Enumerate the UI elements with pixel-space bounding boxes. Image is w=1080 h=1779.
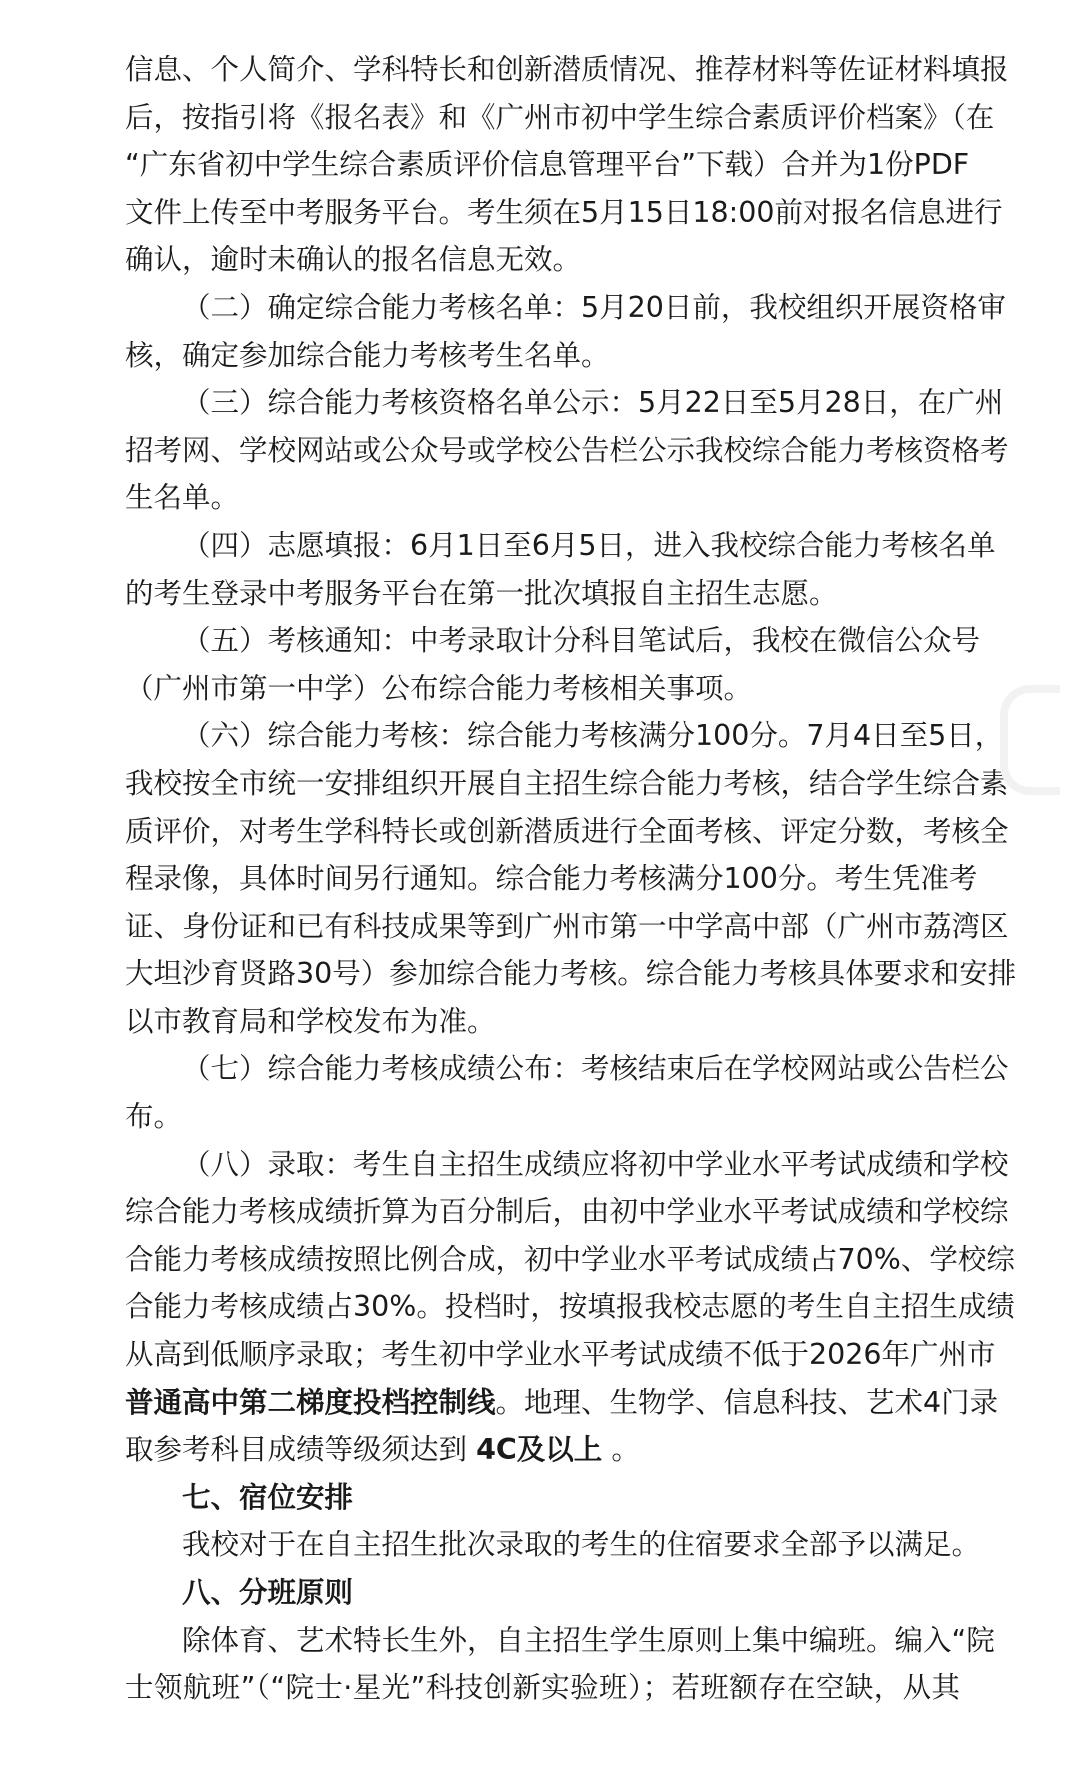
- text-segment: 。地理、生物学、信息科技、艺术4门录: [495, 1385, 999, 1419]
- bold-grade-requirement: 4C及以上: [476, 1433, 603, 1467]
- text-line: 布。: [125, 1100, 183, 1134]
- text-line: 大坦沙育贤路30号）参加综合能力考核。综合能力考核具体要求和安排: [125, 957, 1017, 991]
- text-line: 生名单。: [125, 481, 240, 515]
- text-line: （五）考核通知：中考录取计分科目笔试后，我校在微信公众号: [182, 624, 981, 658]
- text-line: （四）志愿填报：6月1日至6月5日，进入我校综合能力考核名单: [182, 528, 996, 562]
- text-segment: 。: [602, 1433, 640, 1467]
- text-line: （三）综合能力考核资格名单公示：5月22日至5月28日，在广州: [182, 386, 1004, 420]
- text-line: （八）录取：考生自主招生成绩应将初中学业水平考试成绩和学校: [182, 1147, 1009, 1181]
- bold-control-line: 普通高中第二梯度投档控制线: [125, 1385, 496, 1419]
- text-line: 文件上传至中考服务平台。考生须在5月15日18:00前对报名信息进行: [125, 195, 1003, 229]
- text-line: 合能力考核成绩按照比例合成，初中学业水平考试成绩占70%、学校综: [125, 1242, 1015, 1276]
- text-line: “广东省初中学生综合素质评价信息管理平台”下载）合并为1份PDF: [125, 148, 970, 182]
- text-segment: 取参考科目成绩等级须达到: [125, 1433, 477, 1467]
- text-line: 程录像，具体时间另行通知。综合能力考核满分100分。考生凭准考: [125, 862, 978, 896]
- text-line: 综合能力考核成绩折算为百分制后，由初中学业水平考试成绩和学校综: [125, 1195, 1009, 1229]
- section-heading-dormitory: 七、宿位安排: [182, 1480, 354, 1514]
- text-line: 的考生登录中考服务平台在第一批次填报自主招生志愿。: [125, 576, 838, 610]
- text-line: 信息、个人简介、学科特长和创新潜质情况、推荐材料等佐证材料填报: [125, 53, 1009, 86]
- text-line: （七）综合能力考核成绩公布：考核结束后在学校网站或公告栏公: [182, 1052, 1009, 1086]
- document-body: [125, 46, 1017, 1712]
- text-line: （二）确定综合能力考核名单：5月20日前，我校组织开展资格审: [182, 290, 1006, 324]
- section-heading-class-assignment: 八、分班原则: [182, 1576, 354, 1609]
- text-line: 确认，逾时未确认的报名信息无效。: [125, 243, 582, 277]
- text-line: 我校按全市统一安排组织开展自主招生综合能力考核，结合学生综合素: [125, 766, 1009, 800]
- text-line: 招考网、学校网站或公众号或学校公告栏公示我校综合能力考核资格考: [125, 433, 1009, 467]
- text-line: （广州市第一中学）公布综合能力考核相关事项。: [125, 671, 753, 705]
- text-line: 质评价，对考生学科特长或创新潜质进行全面考核、评定分数，考核全: [125, 814, 1009, 848]
- text-line: 士领航班”（“院士·星光”科技创新实验班）；若班额存在空缺，从其: [125, 1671, 960, 1705]
- text-line: 后，按指引将《报名表》和《广州市初中学生综合素质评价档案》（在: [125, 100, 995, 134]
- text-line: [125, 1379, 999, 1427]
- text-line: 除体育、艺术特长生外，自主招生学生原则上集中编班。编入“院: [182, 1623, 995, 1657]
- edge-overlay-shape: [1000, 685, 1060, 795]
- text-line: （六）综合能力考核：综合能力考核满分100分。7月4日至5日，: [182, 719, 1004, 753]
- text-line: 从高到低顺序录取；考生初中学业水平考试成绩不低于2026年广州市: [125, 1338, 996, 1372]
- text-line: 合能力考核成绩占30%。投档时，按填报我校志愿的考生自主招生成绩: [125, 1290, 1015, 1324]
- text-line: 我校对于在自主招生批次录取的考生的住宿要求全部予以满足。: [182, 1528, 981, 1562]
- text-line: 以市教育局和学校发布为准。: [125, 1004, 496, 1038]
- text-line: 核，确定参加综合能力考核考生名单。: [125, 338, 610, 372]
- text-line: [125, 1426, 960, 1474]
- text-line: 证、身份证和已有科技成果等到广州市第一中学高中部（广州市荔湾区: [125, 909, 1009, 943]
